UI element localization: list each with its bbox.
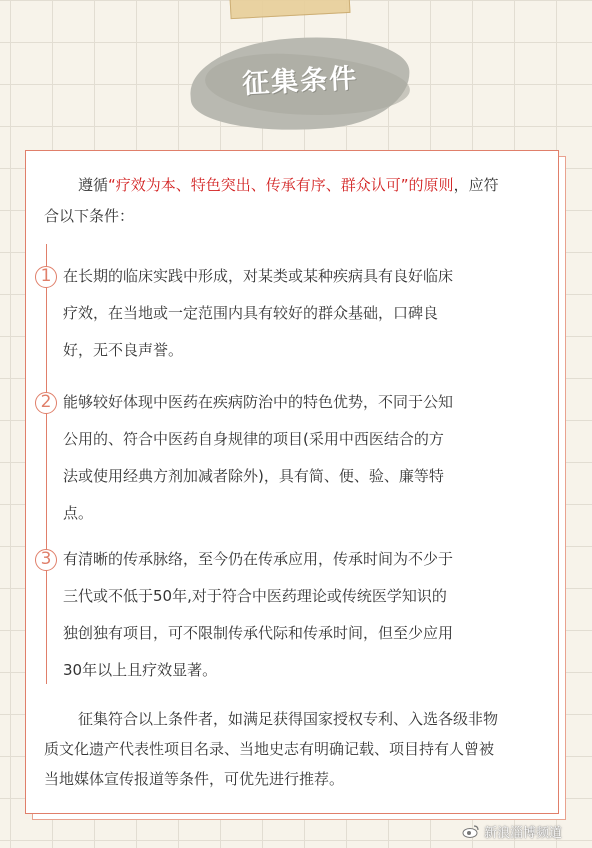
- item-number-3: 3: [35, 549, 57, 571]
- item-2-line-1: 能够较好体现中医药在疾病防治中的特色优势，不同于公知: [63, 393, 454, 411]
- intro-principle: “疗效为本、特色突出、传承有序、群众认可”的原则: [108, 176, 454, 194]
- item-number-1: 1: [35, 266, 57, 288]
- closing-line-1: 征集符合以上条件者，如满足获得国家授权专利、入选各级非物: [78, 710, 499, 728]
- section-title: 征集条件: [241, 62, 359, 100]
- item-1-line-2: 疗效，在当地或一定范围内具有较好的群众基础，口碑良: [63, 304, 439, 322]
- closing-line-2: 质文化遗产代表性项目名录、当地史志有明确记载、项目持有人曾被: [44, 740, 495, 758]
- item-3-line-4: 30年以上且疗效显著。: [63, 661, 218, 679]
- intro-line-2: 合以下条件：: [44, 207, 135, 225]
- decorative-tape: [230, 0, 351, 19]
- weibo-icon: [462, 824, 480, 838]
- item-2-line-4: 点。: [63, 504, 94, 522]
- watermark-text: 新浪淄博频道: [484, 825, 563, 841]
- item-3-line-3: 独创独有项目，可不限制传承代际和传承时间，但至少应用: [63, 624, 454, 642]
- intro-suffix: ，应符: [453, 176, 499, 194]
- item-3-line-1: 有清晰的传承脉络，至今仍在传承应用，传承时间为不少于: [63, 550, 454, 568]
- watermark: [462, 822, 562, 840]
- item-2-line-3: 法或使用经典方剂加减者除外)，具有简、便、验、廉等特: [63, 467, 444, 485]
- item-1-text: [63, 258, 529, 369]
- timeline-line: [46, 244, 47, 684]
- item-2-text: [63, 384, 529, 532]
- item-2-line-2: 公用的、符合中医药自身规律的项目(采用中西医结合的方: [63, 430, 444, 448]
- intro-line-1: [78, 170, 548, 201]
- item-3-text: [63, 541, 529, 689]
- item-number-2: 2: [35, 392, 57, 414]
- closing-line-3: 当地媒体宣传报道等条件，可优先进行推荐。: [44, 770, 345, 788]
- item-1-line-3: 好，无不良声誉。: [63, 341, 184, 359]
- intro-prefix: 遵循: [78, 176, 109, 194]
- item-3-line-2: 三代或不低于50年,对于符合中医药理论或传统医学知识的: [63, 587, 447, 605]
- item-1-line-1: 在长期的临床实践中形成，对某类或某种疾病具有良好临床: [63, 267, 454, 285]
